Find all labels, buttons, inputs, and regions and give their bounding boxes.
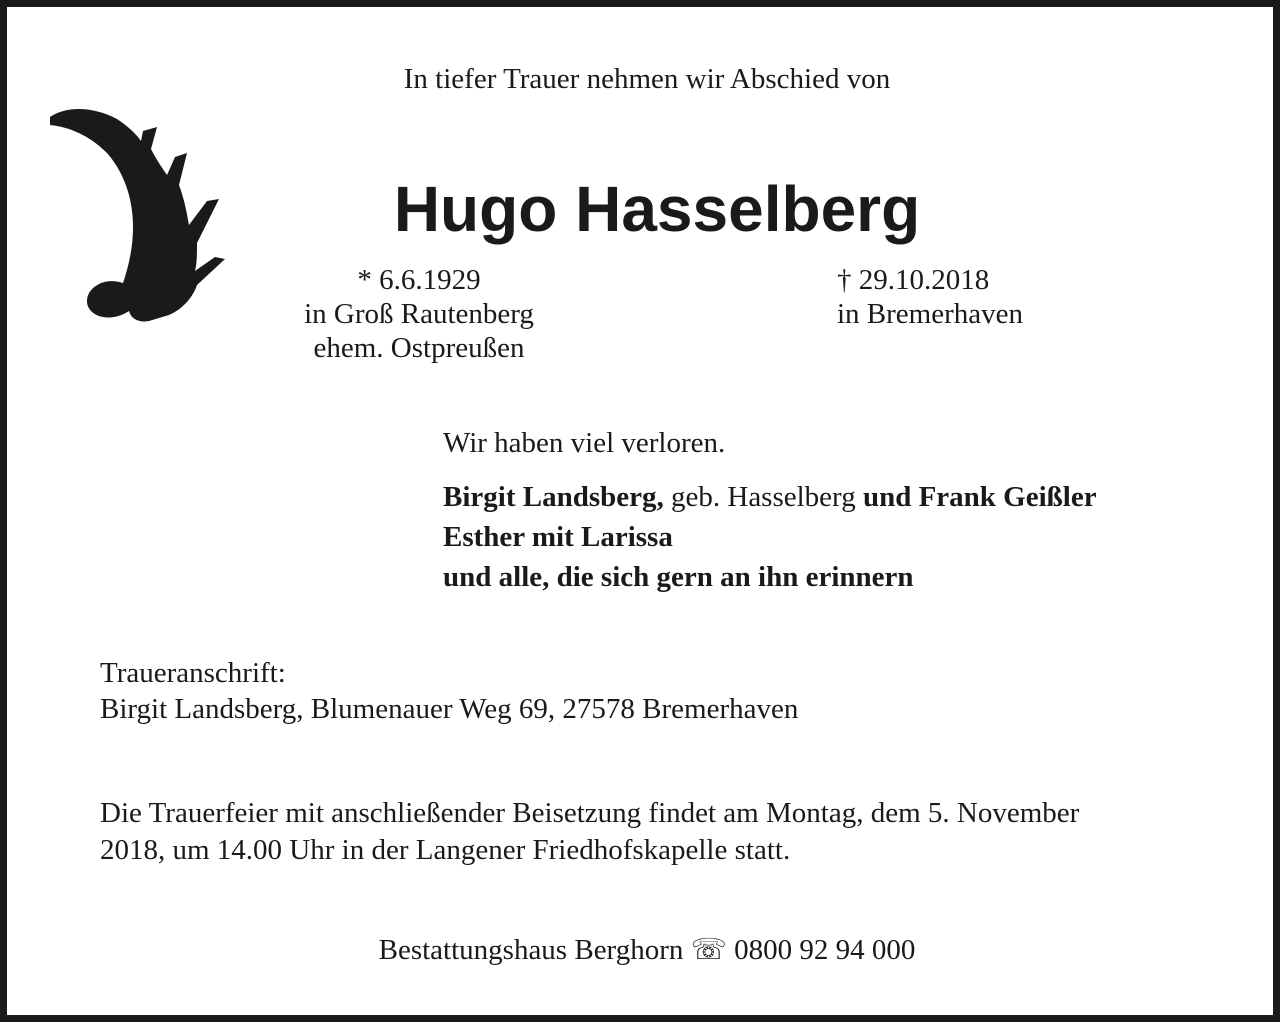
mourners-line-2: Esther mit Larissa: [443, 521, 673, 553]
intro-line: In tiefer Trauer nehmen wir Abschied von: [403, 63, 891, 95]
ceremony-text: [100, 795, 1079, 869]
birth-place: in Groß Rautenberg: [304, 298, 534, 330]
mourner-name-1: Birgit Landsberg,: [443, 481, 664, 513]
death-block: [837, 263, 1023, 331]
death-place: in Bremerhaven: [837, 298, 1024, 330]
ceremony-line-1: Die Trauerfeier mit anschließender Beisetzung findet am Montag, dem 5. November: [100, 797, 1080, 829]
undertaker-line: [7, 932, 1280, 967]
address-label: Traueranschrift:: [100, 657, 286, 689]
mourner-maiden-name: geb. Hasselberg: [663, 481, 863, 513]
address: Birgit Landsberg, Blumenauer Weg 69, 27578 Bremerhaven: [100, 693, 799, 725]
undertaker-name: Bestattungshaus Berghorn: [378, 934, 684, 966]
birth-block: [269, 263, 569, 365]
lost-line: Wir haben viel verloren.: [443, 427, 726, 459]
birth-date: * 6.6.1929: [357, 264, 481, 296]
mourners-line-3: und alle, die sich gern an ihn erinnern: [443, 561, 914, 593]
mourners-block: [443, 477, 1097, 597]
deceased-name: Hugo Hasselberg: [393, 173, 921, 245]
mourners-line-1: [443, 477, 1097, 517]
birth-region: ehem. Ostpreußen: [313, 332, 525, 364]
phone-icon: ☏: [690, 934, 727, 966]
phone-number: 0800 92 94 000: [734, 934, 916, 966]
ceremony-line-2: 2018, um 14.00 Uhr in der Langener Friedhofskapelle statt.: [100, 834, 791, 866]
death-date: † 29.10.2018: [837, 264, 990, 296]
mourner-name-2: und Frank Geißler: [862, 481, 1097, 513]
